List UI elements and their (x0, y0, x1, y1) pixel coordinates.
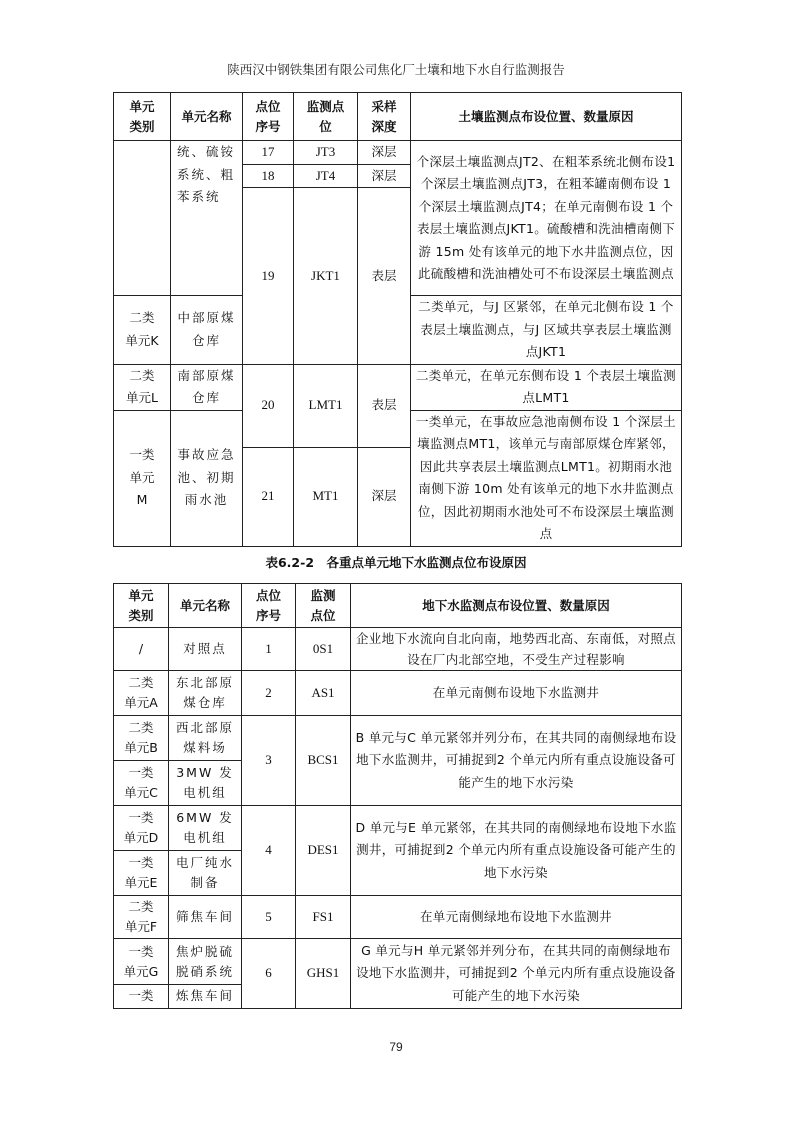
unit-category-cell: 一类 单元C (114, 761, 169, 806)
depth-cell: 表层 (358, 364, 411, 447)
point-cell: 0S1 (296, 628, 351, 671)
point-no-cell: 20 (243, 364, 294, 447)
header-unit-category: 单元 类别 (114, 93, 171, 141)
header-reason: 土壤监测点布设位置、数量原因 (411, 93, 682, 141)
unit-name-cell: 6MW 发 电机组 (169, 806, 242, 851)
point-cell: DES1 (296, 806, 351, 896)
unit-category-cell: 二类 单元B (114, 716, 169, 761)
reason-cell: 个深层土壤监测点JT2、在粗苯系统北侧布设1个深层土壤监测点JT3，在粗苯罐南侧布设 1 个深层土壤监测点JT4；在单元南侧布设 1 个表层土壤监测点JKT1。硫酸槽和洗油槽南侧下游 15m 处有该单元的地下水井监测点位，因此硫酸槽和洗油槽处可不布设深层土壤监测点 (411, 141, 682, 296)
table-row (114, 628, 682, 671)
header-unit-name: 单元名称 (169, 584, 242, 628)
point-cell: GHS1 (296, 939, 351, 1009)
table-caption: 表6.2-2 各重点单元地下水监测点位布设原因 (265, 555, 527, 570)
reason-cell: 在单元南侧布设地下水监测井 (351, 671, 682, 716)
unit-name-cell: 对照点 (169, 628, 242, 671)
unit-name-cell: 电厂纯水 制备 (169, 851, 242, 896)
depth-cell: 深层 (358, 447, 411, 546)
point-no-cell: 3 (242, 716, 296, 806)
reason-cell: D 单元与E 单元紧邻，在其共同的南侧绿地布设地下水监测井，可捕捉到2 个单元内所有重点设施设备可能产生的地下水污染 (351, 806, 682, 896)
unit-category-cell (114, 141, 171, 296)
point-no-cell: 19 (243, 188, 294, 365)
unit-category-cell: 一类 单元D (114, 806, 169, 851)
reason-cell: G 单元与H 单元紧邻并列分布，在其共同的南侧绿地布设地下水监测井，可捕捉到2 个单元内所有重点设施设备可能产生的地下水污染 (351, 939, 682, 1009)
table-row (114, 806, 682, 851)
reason-cell: B 单元与C 单元紧邻并列分布，在其共同的南侧绿地布设地下水监测井，可捕捉到2 个单元内所有重点设施设备可能产生的地下水污染 (351, 716, 682, 806)
table-row (114, 141, 682, 165)
unit-category-cell: 一类 (114, 985, 169, 1009)
unit-category-cell: 二类 单元K (114, 296, 171, 365)
unit-name-cell: 西北部原 煤料场 (169, 716, 242, 761)
reason-cell: 一类单元，在事故应急池南侧布设 1 个深层土壤监测点MT1，该单元与南部原煤仓库紧邻，因此共享表层土壤监测点LMT1。初期雨水池南侧下游 10m 处有该单元的地下水井监测点位，因此初期雨水池处可不布设深层土壤监测点 (411, 410, 682, 546)
reason-cell: 二类单元，在单元东侧布设 1 个表层土壤监测点LMT1 (411, 364, 682, 410)
point-no-cell: 4 (242, 806, 296, 896)
unit-category-cell: 一类 单元 M (114, 410, 171, 546)
point-cell: AS1 (296, 671, 351, 716)
reason-cell: 二类单元，与J 区紧邻，在单元北侧布设 1 个表层土壤监测点，与J 区域共享表层土壤监测点JKT1 (411, 296, 682, 365)
point-cell: LMT1 (294, 364, 358, 447)
unit-category-cell: / (114, 628, 169, 671)
depth-cell: 深层 (358, 141, 411, 165)
unit-name-cell: 3MW 发 电机组 (169, 761, 242, 806)
point-cell: FS1 (296, 896, 351, 939)
unit-category-cell: 二类 单元L (114, 364, 171, 410)
table-header-row (114, 93, 682, 141)
reason-cell: 在单元南侧绿地布设地下水监测井 (351, 896, 682, 939)
unit-name-cell: 焦炉脱硫 脱硝系统 (169, 939, 242, 985)
table-row (114, 716, 682, 761)
header-unit-category: 单元 类别 (114, 584, 169, 628)
unit-category-cell: 二类 单元F (114, 896, 169, 939)
unit-name-cell: 统、硫铵系统、粗苯系统 (171, 141, 243, 296)
point-cell: BCS1 (296, 716, 351, 806)
point-cell: JT4 (294, 164, 358, 188)
point-cell: JT3 (294, 141, 358, 165)
point-no-cell: 2 (242, 671, 296, 716)
header-point: 监测 点位 (296, 584, 351, 628)
page-number: 79 (389, 1040, 403, 1054)
header-point-no: 点位 序号 (242, 584, 296, 628)
header-point-no: 点位 序号 (243, 93, 294, 141)
depth-cell: 表层 (358, 188, 411, 365)
reason-cell: 企业地下水流向自北向南，地势西北高、东南低，对照点设在厂内北部空地，不受生产过程影响 (351, 628, 682, 671)
table-row (114, 896, 682, 939)
point-no-cell: 5 (242, 896, 296, 939)
header-depth: 采样 深度 (358, 93, 411, 141)
unit-name-cell: 筛焦车间 (169, 896, 242, 939)
unit-name-cell: 炼焦车间 (169, 985, 242, 1009)
unit-name-cell: 中部原煤 仓库 (171, 296, 243, 365)
unit-category-cell: 二类 单元A (114, 671, 169, 716)
unit-name-cell: 事故应急 池、初期 雨水池 (171, 410, 243, 546)
unit-category-cell: 一类 单元E (114, 851, 169, 896)
page-header: 陕西汉中钢铁集团有限公司焦化厂土壤和地下水自行监测报告 (227, 62, 565, 77)
point-cell: JKT1 (294, 188, 358, 365)
point-no-cell: 6 (242, 939, 296, 1009)
unit-name-cell: 东北部原 煤仓库 (169, 671, 242, 716)
header-point: 监测点 位 (294, 93, 358, 141)
point-no-cell: 18 (243, 164, 294, 188)
header-unit-name: 单元名称 (171, 93, 243, 141)
table-row (114, 939, 682, 985)
depth-cell: 深层 (358, 164, 411, 188)
unit-name-cell: 南部原煤 仓库 (171, 364, 243, 410)
groundwater-monitoring-table (113, 583, 682, 1009)
table-row (114, 671, 682, 716)
unit-category-cell: 一类 单元G (114, 939, 169, 985)
point-no-cell: 17 (243, 141, 294, 165)
point-no-cell: 21 (243, 447, 294, 546)
soil-monitoring-table (113, 92, 682, 547)
table-row (114, 364, 682, 410)
point-no-cell: 1 (242, 628, 296, 671)
table-header-row (114, 584, 682, 628)
point-cell: MT1 (294, 447, 358, 546)
header-reason: 地下水监测点布设位置、数量原因 (351, 584, 682, 628)
